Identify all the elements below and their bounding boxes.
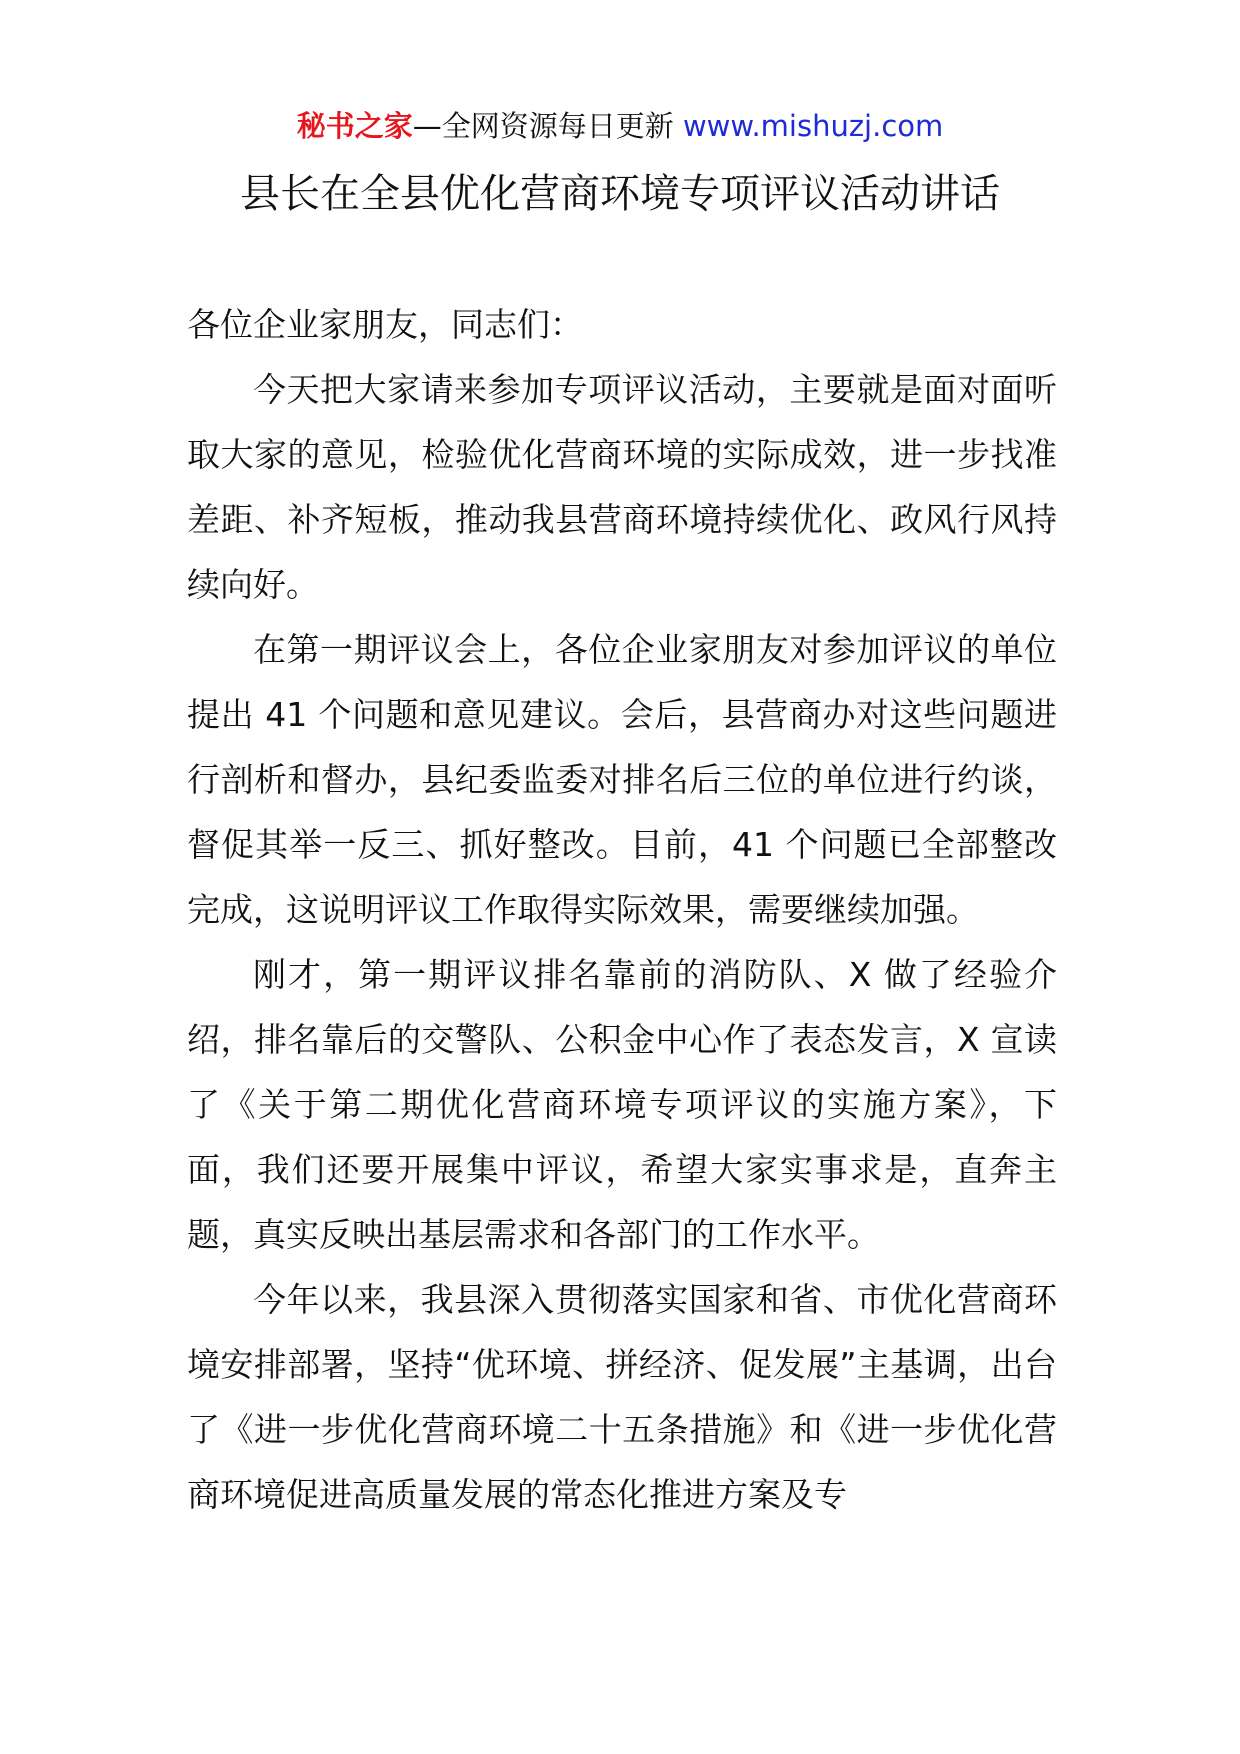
site-url-link[interactable]: www.mishuzj.com	[682, 109, 944, 143]
document-title: 县长在全县优化营商环境专项评议活动讲话	[240, 171, 1000, 217]
site-tagline: —全网资源每日更新	[412, 109, 683, 143]
paragraph: 刚才，第一期评议排名靠前的消防队、X 做了经验介绍，排名靠后的交警队、公积金中心作了表态发言，X 宣读了《关于第二期优化营商环境专项评议的实施方案》，下面，我们还要开展集中评议，希望大家实事求是，直奔主题，真实反映出基层需求和各部门的工作水平。	[187, 955, 1057, 1254]
site-header	[0, 106, 1240, 146]
salutation: 各位企业家朋友，同志们：	[187, 305, 583, 344]
document-body	[187, 292, 1057, 1527]
paragraph: 今年以来，我县深入贯彻落实国家和省、市优化营商环境安排部署，坚持“优环境、拼经济、促发展”主基调，出台了《进一步优化营商环境二十五条措施》和《进一步优化营商环境促进高质量发展的常态化推进方案及专	[187, 1280, 1057, 1514]
site-brand: 秘书之家	[296, 109, 413, 143]
paragraph: 在第一期评议会上，各位企业家朋友对参加评议的单位提出 41 个问题和意见建议。会后，县营商办对这些问题进行剖析和督办，县纪委监委对排名后三位的单位进行约谈，督促其举一反三、抓好整改。目前，41 个问题已全部整改完成，这说明评议工作取得实际效果，需要继续加强。	[187, 630, 1057, 929]
paragraph: 今天把大家请来参加专项评议活动，主要就是面对面听取大家的意见，检验优化营商环境的实际成效，进一步找准差距、补齐短板，推动我县营商环境持续优化、政风行风持续向好。	[187, 370, 1057, 604]
